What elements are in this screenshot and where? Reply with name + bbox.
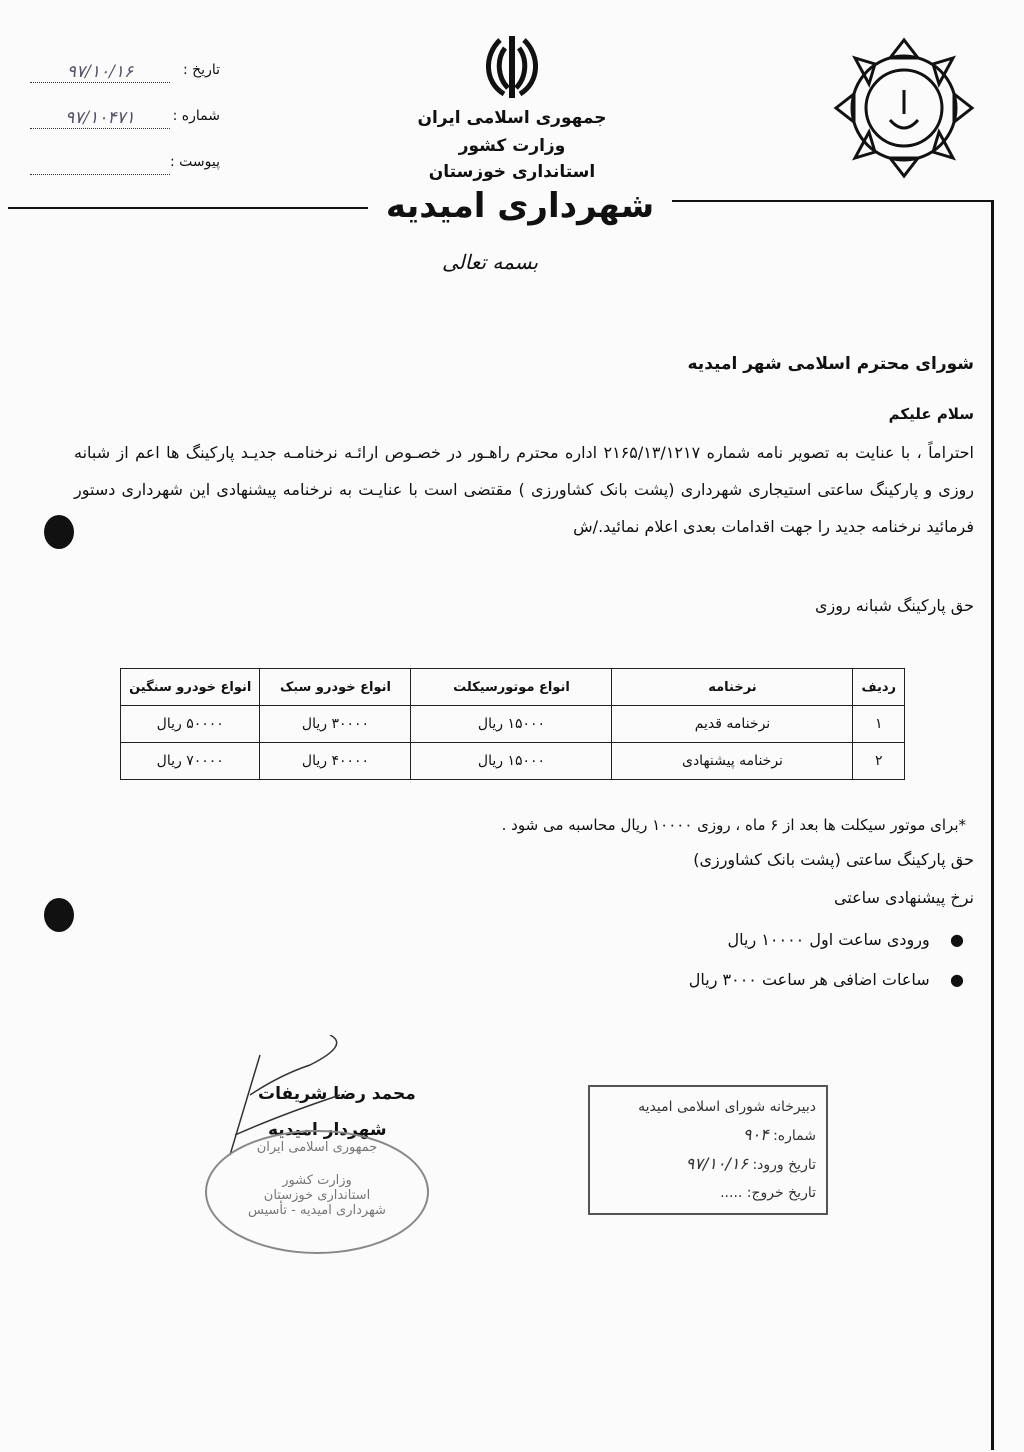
right-border xyxy=(991,200,994,1450)
letter-body: احتراماً ، با عنایت به تصویر نامه شماره ۲۱۶۵/۱۳/۱۲۱۷ اداره محترم راهـور در خصـوص ارائـه نرخنامـه جدیـد پارکینگ ها اعم از شبانه روزی و پارکینگ ساعتی استیجاری شهرداری (پشت بانک کشاورزی ) مقتضی است با عنایـت به نرخنامه پیشنهادی این شهرداری دستور فرمائید نرخنامه جدید را جهت اقدامات بعدی اعلام نمائید./ش xyxy=(74,443,975,536)
official-seal: جمهوری اسلامی ایران وزارت کشور استانداری خوزستان شهرداری امیدیه - تأسیس xyxy=(205,1130,429,1254)
signer-name: محمد رضا شریفات xyxy=(258,1084,416,1104)
recipient: شورای محترم اسلامی شهر امیدیه xyxy=(687,354,974,374)
signer-title: شهردار امیدیه xyxy=(268,1120,387,1140)
org-title: شهرداری امیدیه xyxy=(385,186,655,226)
section-hourly-subtitle: نرخ پیشنهادی ساعتی xyxy=(833,888,974,907)
table-row: ۲ نرخنامه پیشنهادی ۱۵۰۰۰ ریال ۴۰۰۰۰ ریال ۷۰۰۰۰ ریال xyxy=(121,743,905,780)
title-rule-left xyxy=(8,207,368,209)
title-rule-right xyxy=(672,200,994,202)
iran-emblem-icon xyxy=(478,30,546,102)
bullet-item: ● ورودی ساعت اول ۱۰۰۰۰ ریال xyxy=(727,930,964,949)
receipt-stamp: دبیرخانه شورای اسلامی امیدیه شماره: ۹۰۴ تاریخ ورود: ۹۷/۱۰/۱۶ تاریخ خروج: ..... xyxy=(588,1085,828,1215)
attachment-field: پیوست : xyxy=(30,154,220,178)
section-daily-title: حق پارکینگ شبانه روزی xyxy=(815,596,974,615)
rate-table xyxy=(120,668,905,780)
motorcycle-note: *برای موتور سیکلت ها بعد از ۶ ماه ، روزی ۱۰۰۰۰ ریال محاسبه می شود . xyxy=(501,816,966,834)
header-line-2: وزارت کشور xyxy=(458,136,566,156)
bullet-item: ● ساعات اضافی هر ساعت ۳۰۰۰ ریال xyxy=(688,970,964,989)
punch-hole xyxy=(44,898,74,932)
table-header-row: ردیف نرخنامه انواع موتورسیکلت انواع خودرو سبک انواع خودرو سنگین xyxy=(121,669,905,706)
punch-hole xyxy=(44,515,74,549)
table-row: ۱ نرخنامه قدیم ۱۵۰۰۰ ریال ۳۰۰۰۰ ریال ۵۰۰۰۰ ریال xyxy=(121,706,905,743)
number-field: شماره : ۹۷/۱۰۴۷۱ xyxy=(30,108,220,132)
header-line-3: استانداری خوزستان xyxy=(428,162,596,182)
date-field: تاریخ : ۹۷/۱۰/۱۶ xyxy=(30,62,220,86)
bismillah: بسمه تعالی xyxy=(441,250,539,274)
header-line-1: جمهوری اسلامی ایران xyxy=(417,108,607,128)
section-hourly-title: حق پارکینگ ساعتی (پشت بانک کشاورزی) xyxy=(693,850,974,869)
municipality-logo-icon xyxy=(820,20,988,190)
greeting: سلام علیکم xyxy=(888,405,974,423)
